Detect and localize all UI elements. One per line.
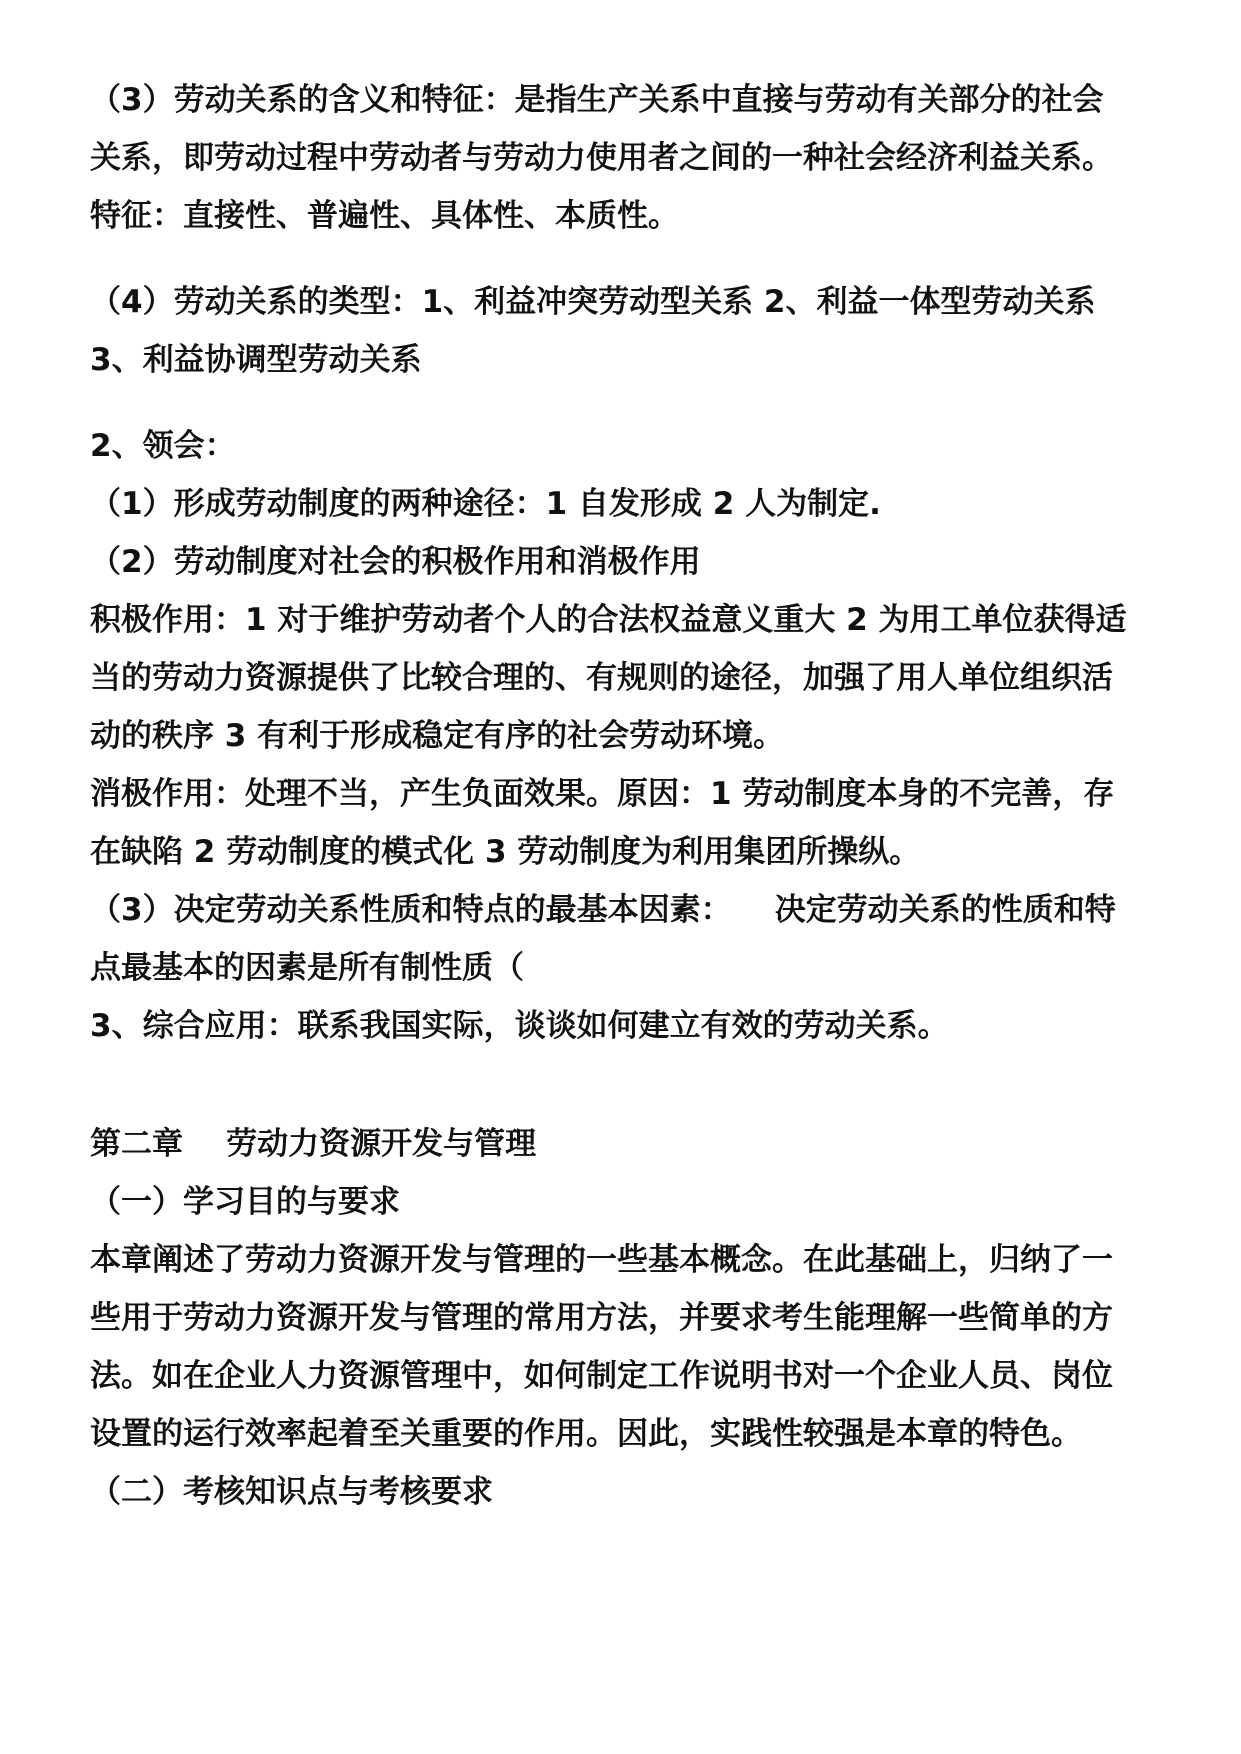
section-heading: 3、综合应用：联系我国实际，谈谈如何建立有效的劳动关系。 [90, 1008, 949, 1044]
section-heading: （一）学习目的与要求 [90, 1184, 400, 1220]
text-line: （3）决定劳动关系性质和特点的最基本因素： 决定劳动关系的性质和特 [90, 892, 1116, 928]
text-line: 动的秩序 3 有利于形成稳定有序的社会劳动环境。 [90, 718, 785, 754]
text-line: 点最基本的因素是所有制性质（ [90, 950, 524, 986]
text-line: 些用于劳动力资源开发与管理的常用方法，并要求考生能理解一些简单的方 [90, 1300, 1113, 1336]
text-line: （1）形成劳动制度的两种途径：1 自发形成 2 人为制定. [90, 486, 881, 522]
text-line: （4）劳动关系的类型：1、利益冲突劳动型关系 2、利益一体型劳动关系 [90, 284, 1096, 320]
chapter-title: 第二章 劳动力资源开发与管理 [90, 1126, 537, 1162]
text-line: 当的劳动力资源提供了比较合理的、有规则的途径，加强了用人单位组织活 [90, 660, 1113, 696]
text-line: 关系，即劳动过程中劳动者与劳动力使用者之间的一种社会经济利益关系。 [90, 140, 1113, 176]
text-line: 3、利益协调型劳动关系 [90, 342, 422, 378]
text-line: 消极作用：处理不当，产生负面效果。原因：1 劳动制度本身的不完善，存 [90, 776, 1115, 812]
section-heading: 2、领会： [90, 428, 236, 464]
text-line: 积极作用：1 对于维护劳动者个人的合法权益意义重大 2 为用工单位获得适 [90, 602, 1127, 638]
section-heading: （二）考核知识点与考核要求 [90, 1474, 493, 1510]
text-line: 本章阐述了劳动力资源开发与管理的一些基本概念。在此基础上，归纳了一 [90, 1242, 1113, 1278]
text-line: （3）劳动关系的含义和特征：是指生产关系中直接与劳动有关部分的社会 [90, 82, 1104, 118]
text-line: 设置的运行效率起着至关重要的作用。因此，实践性较强是本章的特色。 [90, 1416, 1082, 1452]
text-line: 特征：直接性、普遍性、具体性、本质性。 [90, 198, 679, 234]
text-line: （2）劳动制度对社会的积极作用和消极作用 [90, 544, 701, 580]
text-line: 在缺陷 2 劳动制度的模式化 3 劳动制度为利用集团所操纵。 [90, 834, 921, 870]
text-line: 法。如在企业人力资源管理中，如何制定工作说明书对一个企业人员、岗位 [90, 1358, 1113, 1394]
